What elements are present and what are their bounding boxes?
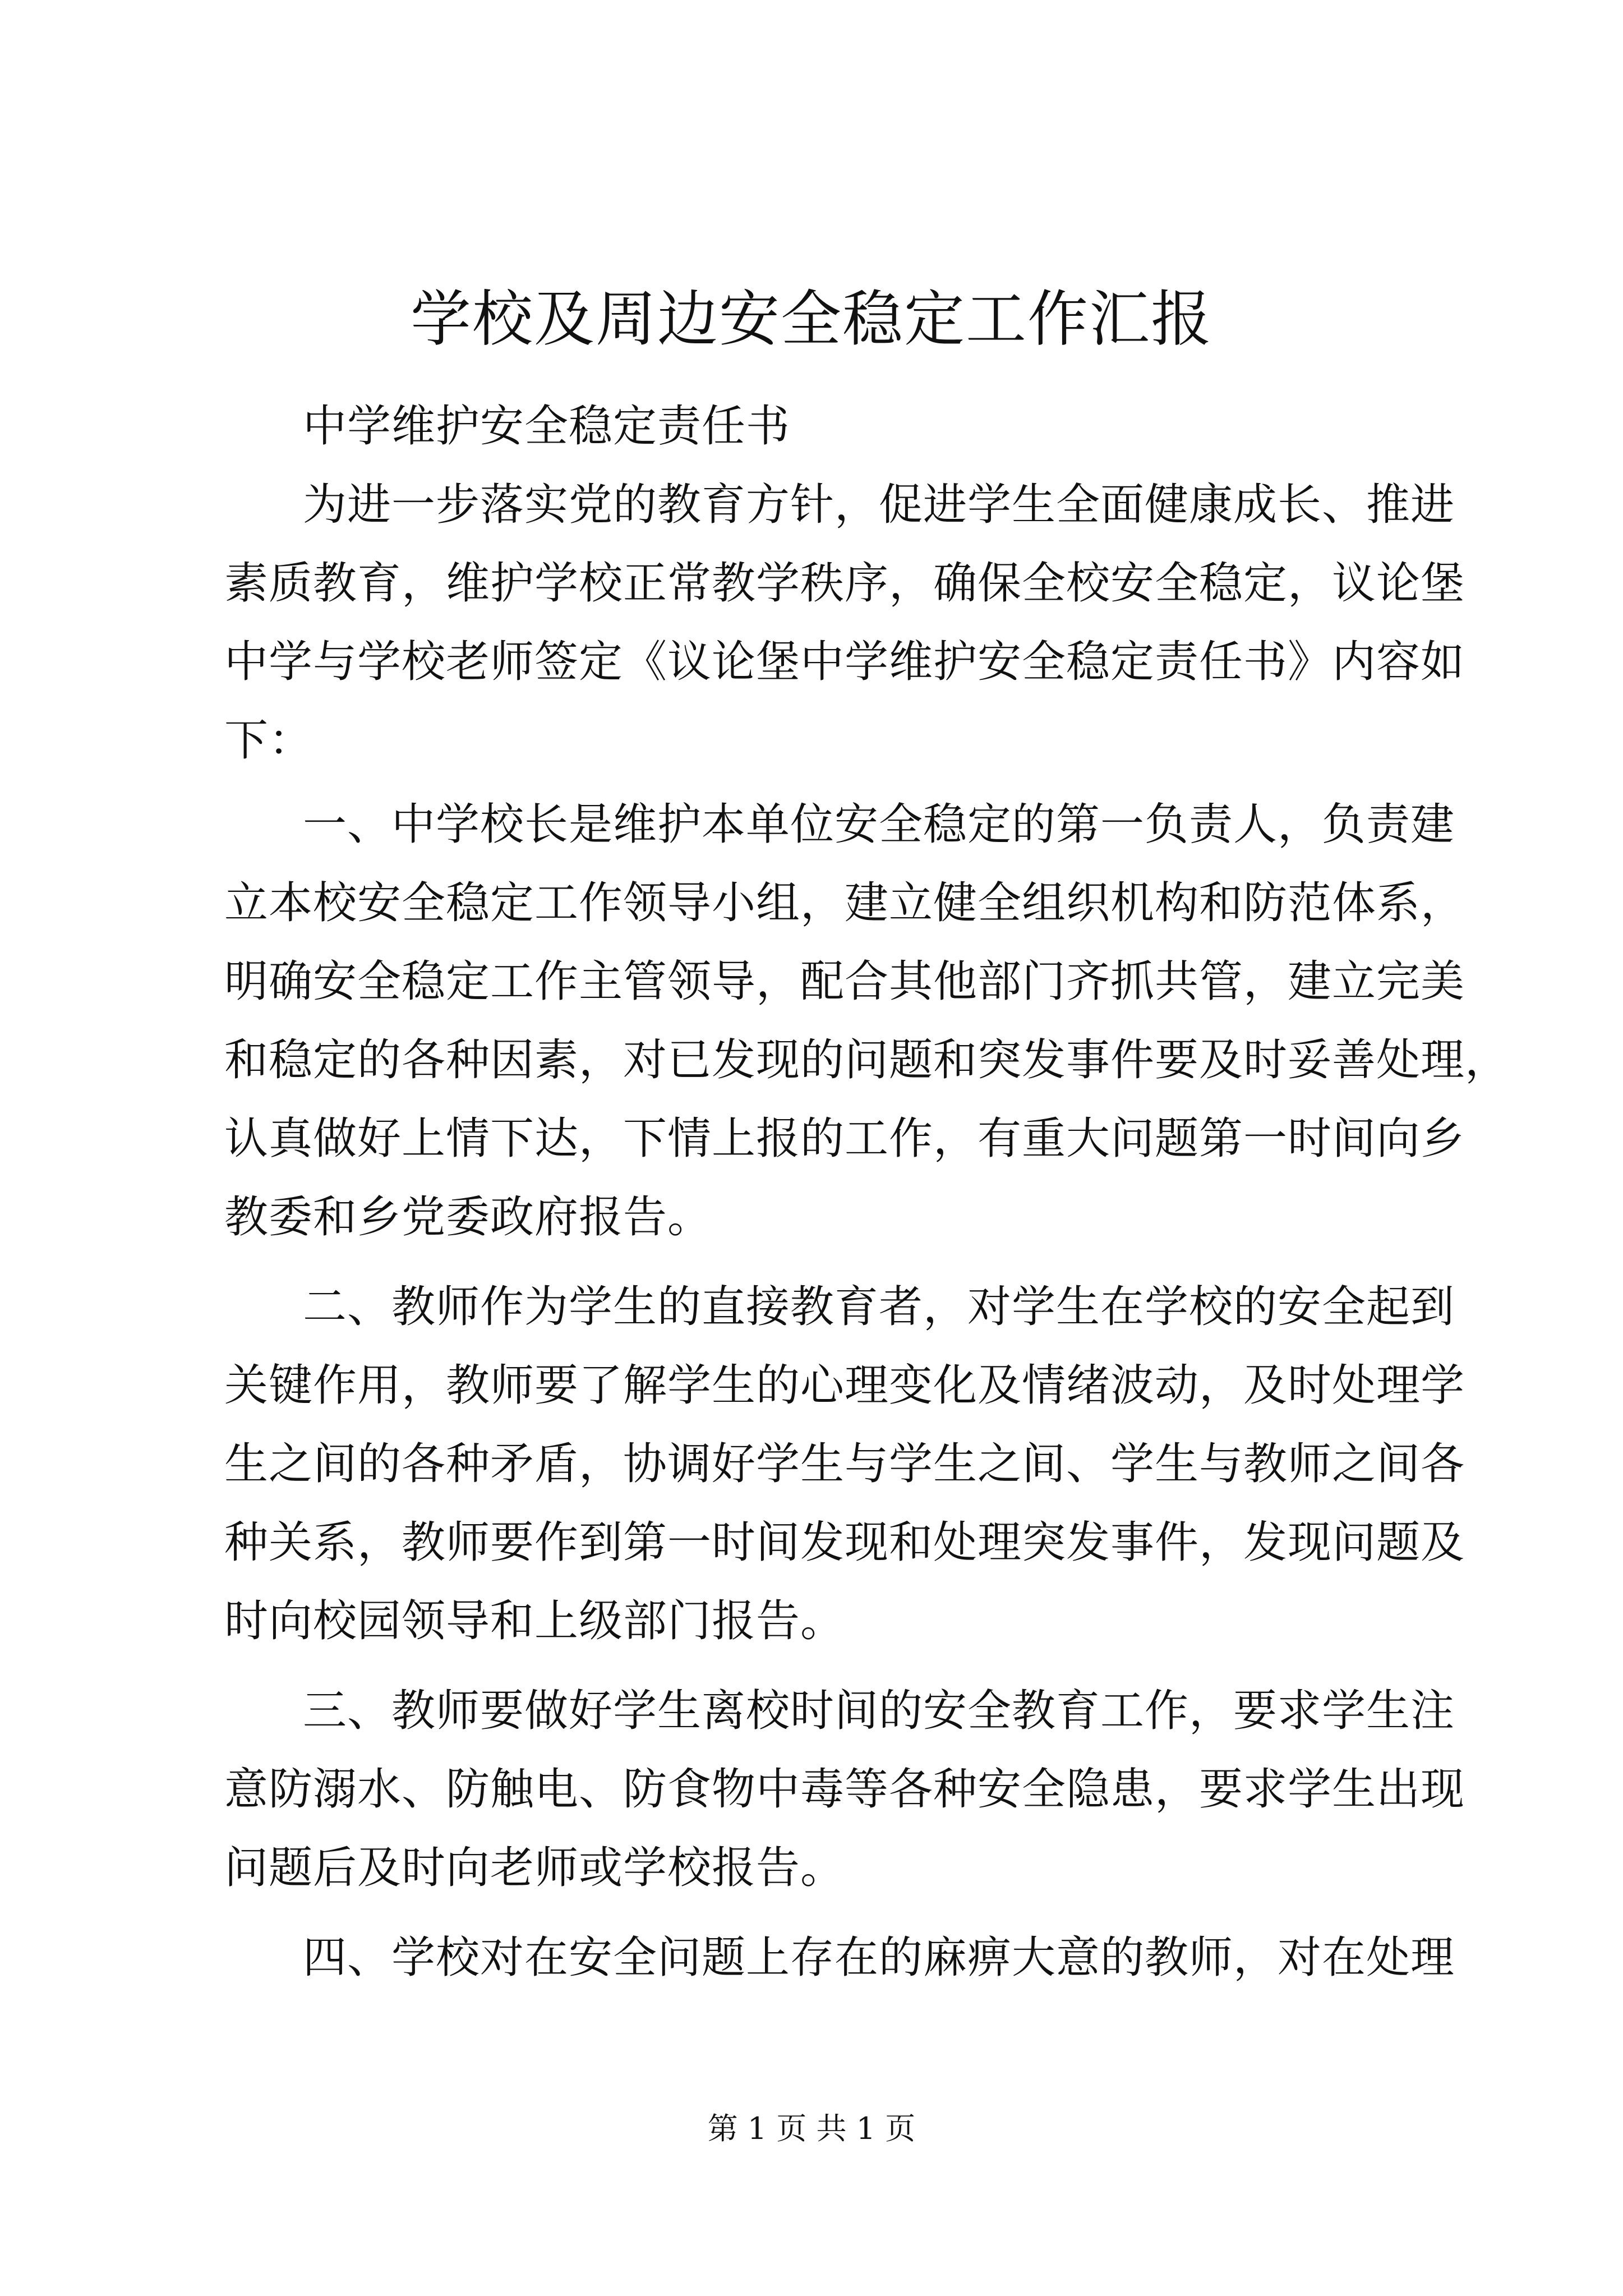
paragraph-line: 立本校安全稳定工作领导小组，建立健全组织机构和防范体系， (224, 878, 1465, 928)
paragraph-line: 时向校园领导和上级部门报告。 (224, 1596, 845, 1646)
paragraph-line: 中学与学校老师签定《议论堡中学维护安全稳定责任书》内容如 (224, 637, 1465, 687)
paragraph-line: 明确安全稳定工作主管领导，配合其他部门齐抓共管，建立完美 (224, 956, 1465, 1007)
paragraph-line: 一、中学校长是维护本单位安全稳定的第一负责人，负责建 (303, 799, 1455, 850)
page-footer: 第 1 页 共 1 页 (707, 2111, 916, 2146)
document-subtitle: 中学维护安全稳定责任书 (303, 401, 791, 452)
paragraph-line: 为进一步落实党的教育方针，促进学生全面健康成长、推进 (303, 480, 1455, 530)
paragraph-line: 下： (224, 715, 313, 766)
paragraph-line: 问题后及时向老师或学校报告。 (224, 1843, 845, 1893)
paragraph-line: 四、学校对在安全问题上存在的麻痹大意的教师，对在处理 (303, 1932, 1455, 1983)
document-title: 学校及周边安全稳定工作汇报 (410, 284, 1212, 355)
paragraph-line: 三、教师要做好学生离校时间的安全教育工作，要求学生注 (303, 1686, 1455, 1736)
paragraph-line: 教委和乡党委政府报告。 (224, 1192, 712, 1243)
paragraph-line: 二、教师作为学生的直接教育者，对学生在学校的安全起到 (303, 1282, 1455, 1332)
paragraph-line: 意防溺水、防触电、防食物中毒等各种安全隐患，要求学生出现 (224, 1764, 1465, 1815)
paragraph-line: 认真做好上情下达，下情上报的工作，有重大问题第一时间向乡 (224, 1114, 1465, 1164)
paragraph-line: 生之间的各种矛盾，协调好学生与学生之间、学生与教师之间各 (224, 1439, 1465, 1489)
paragraph-line: 素质教育，维护学校正常教学秩序，确保全校安全稳定，议论堡 (224, 558, 1465, 609)
paragraph-line: 和稳定的各种因素，对已发现的问题和突发事件要及时妥善处理， (224, 1035, 1510, 1085)
paragraph-line: 种关系，教师要作到第一时间发现和处理突发事件，发现问题及 (224, 1517, 1465, 1568)
paragraph-line: 关键作用，教师要了解学生的心理变化及情绪波动，及时处理学 (224, 1360, 1465, 1411)
